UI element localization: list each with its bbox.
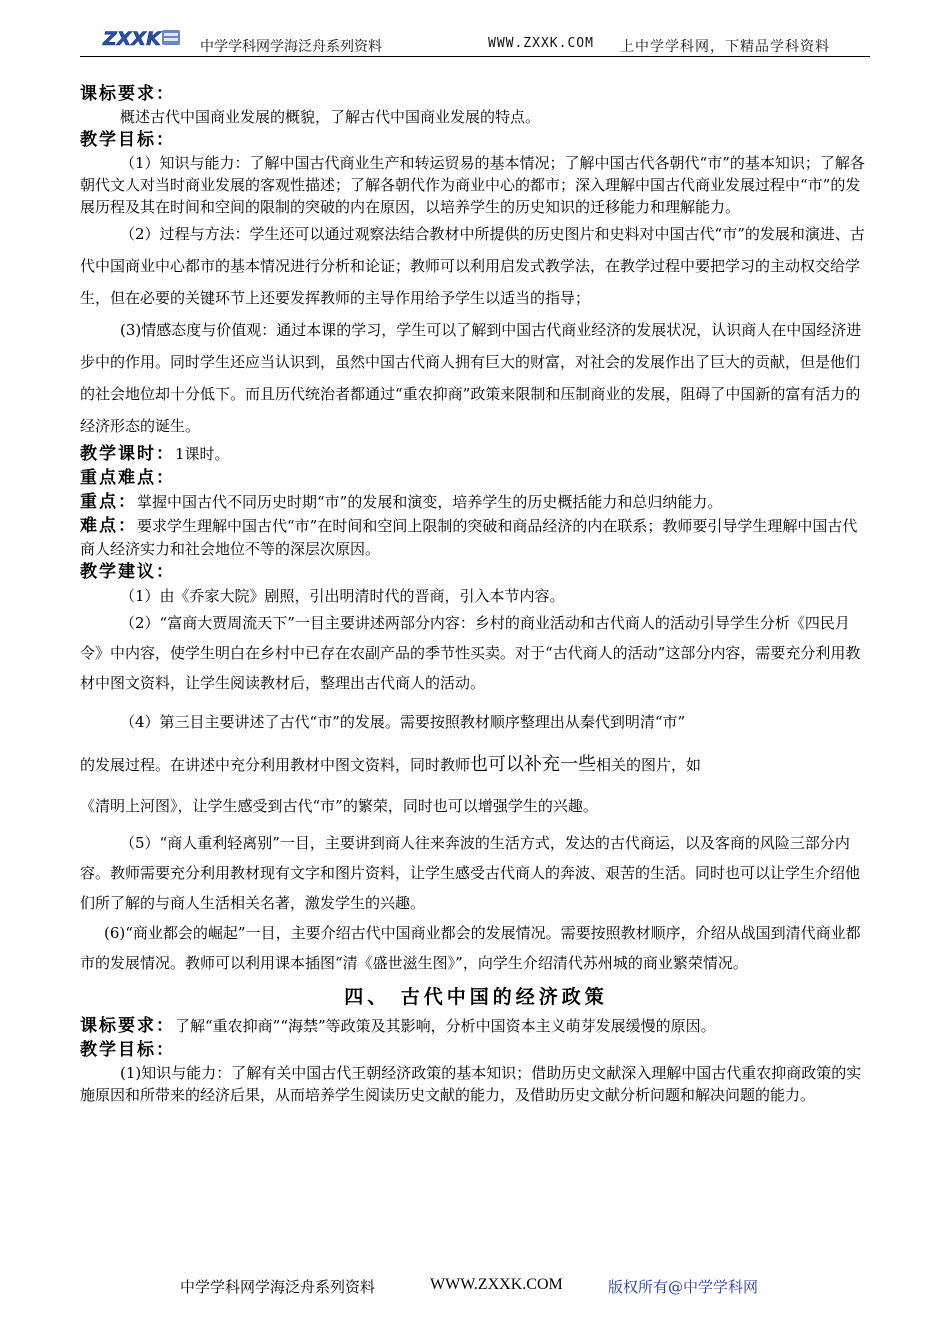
page-footer (0, 1272, 950, 1296)
suggestion-5: （5）“商人重利轻离别”一目，主要讲到商人往来奔波的生活方式，发达的古代商运，以及客商的风险三部分内容。教师需要充分利用教材现有文字和图片资料，让学生感受古代商人的奔波、艰苦的生活。同时也可以让学生介绍他们所了解的与商人生活相关名著，激发学生的兴趣。 (80, 834, 861, 912)
key-point-label: 重点： (80, 492, 137, 512)
curriculum-requirement-text: 概述古代中国商业发展的概貌，了解古代中国商业发展的特点。 (120, 108, 541, 126)
footer-site-series: 中学学科网学海泛舟系列资料 (180, 1278, 376, 1296)
page-header (80, 20, 870, 57)
document-body (80, 82, 872, 1106)
footer-url[interactable]: WWW.ZXXK.COM (430, 1276, 563, 1293)
svg-text:ZXXK: ZXXK (103, 28, 161, 50)
goal-knowledge: （1）知识与能力：了解中国古代商业生产和转运贸易的基本情况；了解中国古代各朝代“市”的基本知识；了解各朝代文人对当时商业发展的客观性描述；了解各朝代作为商业中心的都市；深入理解中国古代商业发展过程中“市”的发展历程及其在时间和空间的限制的突破的内在原因，以培养学生的历史知识的迁移能力和理解能力。 (80, 154, 865, 216)
difficult-point-text: 要求学生理解中国古代“市”在时间和空间上限制的突破和商品经济的内在联系；教师要引导学生理解中国古代商人经济实力和社会地位不等的深层次原因。 (80, 517, 858, 558)
footer-copyright: 版权所有@中学学科网 (608, 1278, 759, 1296)
difficult-point-label: 难点： (80, 516, 137, 536)
section-4-title: 四、 古代中国的经济政策 (344, 986, 608, 1008)
goal-process-method: （2）过程与方法：学生还可以通过观察法结合教材中所提供的历史图片和史料对中国古代“市”的发展和演进、古代中国商业中心都市的基本情况进行分析和论证；教师可以利用启发式教学法，在教学过程中要把学习的主动权交给学生，但在必要的关键环节上还要发挥教师的主导作用给予学生以适当的指导； (80, 225, 865, 307)
heading-teaching-suggestions: 教学建议： (80, 562, 175, 582)
suggestion-4-post: 相关的图片，如 (596, 756, 702, 774)
curriculum-requirement-2 (80, 1014, 872, 1038)
zxxk-logo (102, 25, 182, 51)
suggestion-4-line1: （4）第三目主要讲述了古代“市”的发展。需要按照教材顺序整理出从秦代到明清“市” (120, 713, 686, 731)
suggestion-4-pre: 的发展过程。在讲述中充分利用教材中图文资料，同时教师 (80, 756, 471, 774)
suggestion-6: (6)“商业都会的崛起”一目，主要介绍古代中国商业都会的发展情况。需要按照教材顺序，介绍从战国到清代商业都市的发展情况。教师可以利用课本插图“清《盛世滋生图》”，向学生介绍清代苏州城的商业繁荣情况。 (80, 924, 861, 972)
suggestion-4-line2 (80, 746, 872, 784)
suggestion-2: （2）“富商大贾周流天下”一目主要讲述两部分内容：乡村的商业活动和古代商人的活动引导学生分析《四民月令》中内容，使学生明白在乡村中已存在农副产品的季节性买卖。对于“古代商人的活动”这部分内容，需要充分利用教材中图文资料，让学生阅读教材后，整理出古代商人的活动。 (80, 614, 861, 692)
key-point (80, 490, 872, 514)
suggestion-1: （1）由《乔家大院》剧照，引出明清时代的晋商，引入本节内容。 (120, 587, 565, 605)
teaching-hours-value: 1课时。 (175, 445, 230, 463)
goal-emotion-values: (3)情感态度与价值观：通过本课的学习，学生可以了解到中国古代商业经济的发展状况，认识商人在中国经济进步中的作用。同时学生还应当认识到，虽然中国古代商人拥有巨大的财富，对社会的发展作出了巨大的贡献，但是他们的社会地位却十分低下。而且历代统治者都通过“重农抑商”政策来限制和压制商业的发展，阻碍了中国新的富有活力的经济形态的诞生。 (80, 321, 862, 435)
header-slogan: 上中学学科网，下精品学科资料 (620, 39, 830, 55)
curriculum-requirement-2-text: 了解“重农抑商”“海禁”等政策及其影响，分析中国资本主义萌芽发展缓慢的原因。 (175, 1017, 716, 1035)
suggestion-4-emphasis: 也可以补充一些 (470, 754, 597, 775)
suggestion-4-line3: 《清明上河图》，让学生感受到古代“市”的繁荣，同时也可以增强学生的兴趣。 (80, 797, 598, 815)
heading-teaching-goals-2: 教学目标： (80, 1040, 175, 1060)
header-site-series: 中学学科网学海泛舟系列资料 (200, 39, 382, 55)
heading-teaching-hours (80, 442, 872, 466)
difficult-point (80, 514, 872, 560)
goal-2-knowledge: (1)知识与能力：了解有关中国古代王朝经济政策的基本知识；借助历史文献深入理解中国古代重农抑商政策的实施原因和所带来的经济后果，从而培养学生阅读历史文献的能力，及借助历史文献分析问题和解决问题的能力。 (80, 1064, 862, 1104)
heading-teaching-goals: 教学目标： (80, 130, 175, 150)
curriculum-requirement-2-label: 课标要求： (80, 1016, 175, 1036)
teaching-hours-label: 教学课时： (80, 444, 175, 464)
key-point-text: 掌握中国古代不同历史时期“市”的发展和演变，培养学生的历史概括能力和总归纳能力。 (137, 493, 723, 511)
heading-key-difficult: 重点难点： (80, 468, 175, 488)
header-url[interactable]: WWW.ZXXK.COM (488, 36, 594, 51)
heading-curriculum-requirement: 课标要求： (80, 84, 175, 104)
